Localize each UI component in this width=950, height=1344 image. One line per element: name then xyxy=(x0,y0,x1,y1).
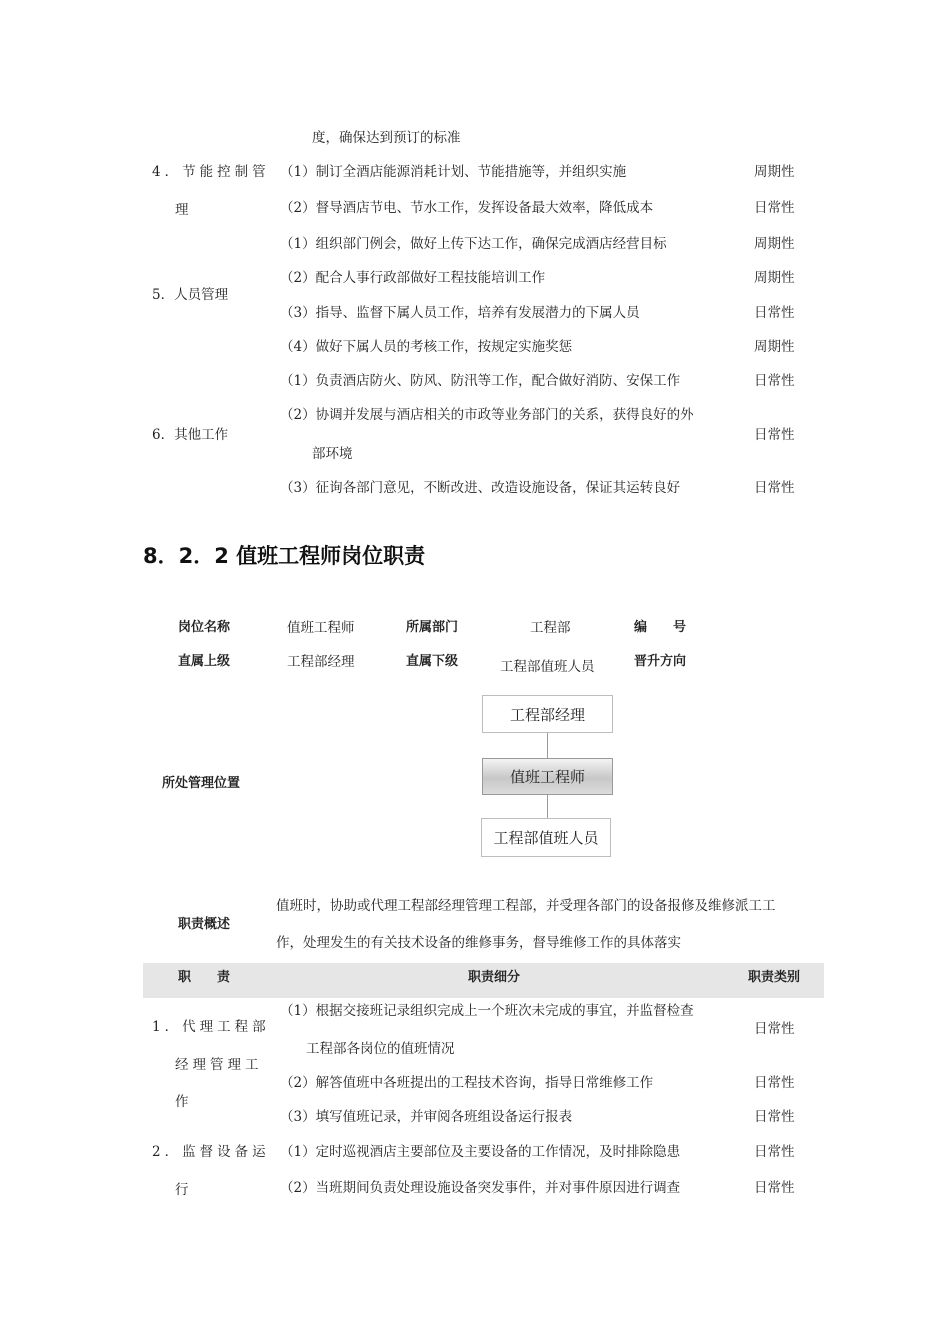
duty-energy-line1: 4．节能控制管 xyxy=(152,164,270,180)
org-position-label: 所处管理位置 xyxy=(162,776,241,791)
dept-value: 工程部 xyxy=(530,620,571,636)
detail-act-1-line2: 工程部各岗位的值班情况 xyxy=(306,1041,455,1057)
type-staff-4: 周期性 xyxy=(754,339,795,355)
detail-other-2-line1: （2）协调并发展与酒店相关的市政等业务部门的关系，获得良好的外 xyxy=(280,407,694,423)
duty-act-line2: 经理管理工 xyxy=(175,1057,263,1073)
duty-act-line3: 作 xyxy=(175,1094,189,1110)
detail-other-1: （1）负责酒店防火、防风、防汛等工作，配合做好消防、安保工作 xyxy=(280,373,681,389)
detail-staff-2: （2）配合人事行政部做好工程技能培训工作 xyxy=(280,270,546,286)
org-box-current-label: 值班工程师 xyxy=(509,768,585,786)
duty-energy-line2: 理 xyxy=(175,202,189,218)
detail-act-2: （2）解答值班中各班提出的工程技术咨询，指导日常维修工作 xyxy=(280,1075,654,1091)
detail-monitor-2: （2）当班期间负责处理设施设备突发事件，并对事件原因进行调查 xyxy=(280,1180,681,1196)
header-type: 职责类别 xyxy=(748,970,801,985)
type-monitor-1: 日常性 xyxy=(754,1144,795,1160)
type-energy-2: 日常性 xyxy=(754,200,795,216)
detail-monitor-1: （1）定时巡视酒店主要部位及主要设备的工作情况，及时排除隐患 xyxy=(280,1144,681,1160)
detail-energy-1: （1）制订全酒店能源消耗计划、节能措施等，并组织实施 xyxy=(280,164,627,180)
org-connector-bottom xyxy=(547,795,548,818)
detail-act-1-line1: （1）根据交接班记录组织完成上一个班次未完成的事宜，并监督检查 xyxy=(280,1003,694,1019)
type-energy-1: 周期性 xyxy=(754,164,795,180)
org-box-manager-label: 工程部经理 xyxy=(509,705,585,724)
superior-value: 工程部经理 xyxy=(287,654,355,670)
org-connector-top xyxy=(547,733,548,758)
continuation-text: 度，确保达到预订的标准 xyxy=(312,130,461,146)
duty-act-line1: 1．代理工程部 xyxy=(152,1019,270,1035)
detail-energy-2: （2）督导酒店节电、节水工作，发挥设备最大效率，降低成本 xyxy=(280,200,654,216)
type-staff-2: 周期性 xyxy=(754,270,795,286)
detail-staff-3: （3）指导、监督下属人员工作，培养有发展潜力的下属人员 xyxy=(280,305,640,321)
detail-other-2-line2: 部环境 xyxy=(312,446,353,462)
code-label: 编 号 xyxy=(634,620,687,635)
dept-label: 所属部门 xyxy=(406,620,459,635)
detail-staff-1: （1）组织部门例会，做好上传下达工作，确保完成酒店经营目标 xyxy=(280,236,667,252)
summary-line1: 值班时，协助或代理工程部经理管理工程部，并受理各部门的设备报修及维修派工工 xyxy=(276,898,776,914)
subordinate-label: 直属下级 xyxy=(406,654,459,669)
superior-label: 直属上级 xyxy=(178,654,231,669)
type-other-3: 日常性 xyxy=(754,480,795,496)
header-duty: 职 责 xyxy=(178,970,231,985)
subordinate-value: 工程部值班人员 xyxy=(500,659,595,675)
post-name-value: 值班工程师 xyxy=(287,620,355,636)
summary-line2: 作，处理发生的有关技术设备的维修事务，督导维修工作的具体落实 xyxy=(276,935,681,951)
post-name-label: 岗位名称 xyxy=(178,620,231,635)
type-staff-1: 周期性 xyxy=(754,236,795,252)
promotion-label: 晋升方向 xyxy=(634,654,687,669)
duty-staff: 5．人员管理 xyxy=(152,287,229,303)
type-other-1: 日常性 xyxy=(754,373,795,389)
duty-other: 6．其他工作 xyxy=(152,427,229,443)
org-box-current xyxy=(482,758,613,795)
summary-label: 职责概述 xyxy=(178,917,231,932)
org-box-subordinate-label: 工程部值班人员 xyxy=(493,829,599,847)
type-act-1: 日常性 xyxy=(754,1021,795,1037)
duty-monitor-line1: 2．监督设备运 xyxy=(152,1144,270,1160)
type-act-3: 日常性 xyxy=(754,1109,795,1125)
type-staff-3: 日常性 xyxy=(754,305,795,321)
type-act-2: 日常性 xyxy=(754,1075,795,1091)
org-box-subordinate xyxy=(481,818,611,857)
type-other-2: 日常性 xyxy=(754,427,795,443)
section-title: 8．2．2 值班工程师岗位职责 xyxy=(143,544,426,568)
detail-act-3: （3）填写值班记录，并审阅各班组设备运行报表 xyxy=(280,1109,573,1125)
detail-other-3: （3）征询各部门意见，不断改进、改造设施设备，保证其运转良好 xyxy=(280,480,681,496)
detail-staff-4: （4）做好下属人员的考核工作，按规定实施奖惩 xyxy=(280,339,573,355)
duty-monitor-line2: 行 xyxy=(175,1182,189,1198)
org-box-manager xyxy=(482,695,613,733)
type-monitor-2: 日常性 xyxy=(754,1180,795,1196)
header-detail: 职责细分 xyxy=(468,970,521,985)
